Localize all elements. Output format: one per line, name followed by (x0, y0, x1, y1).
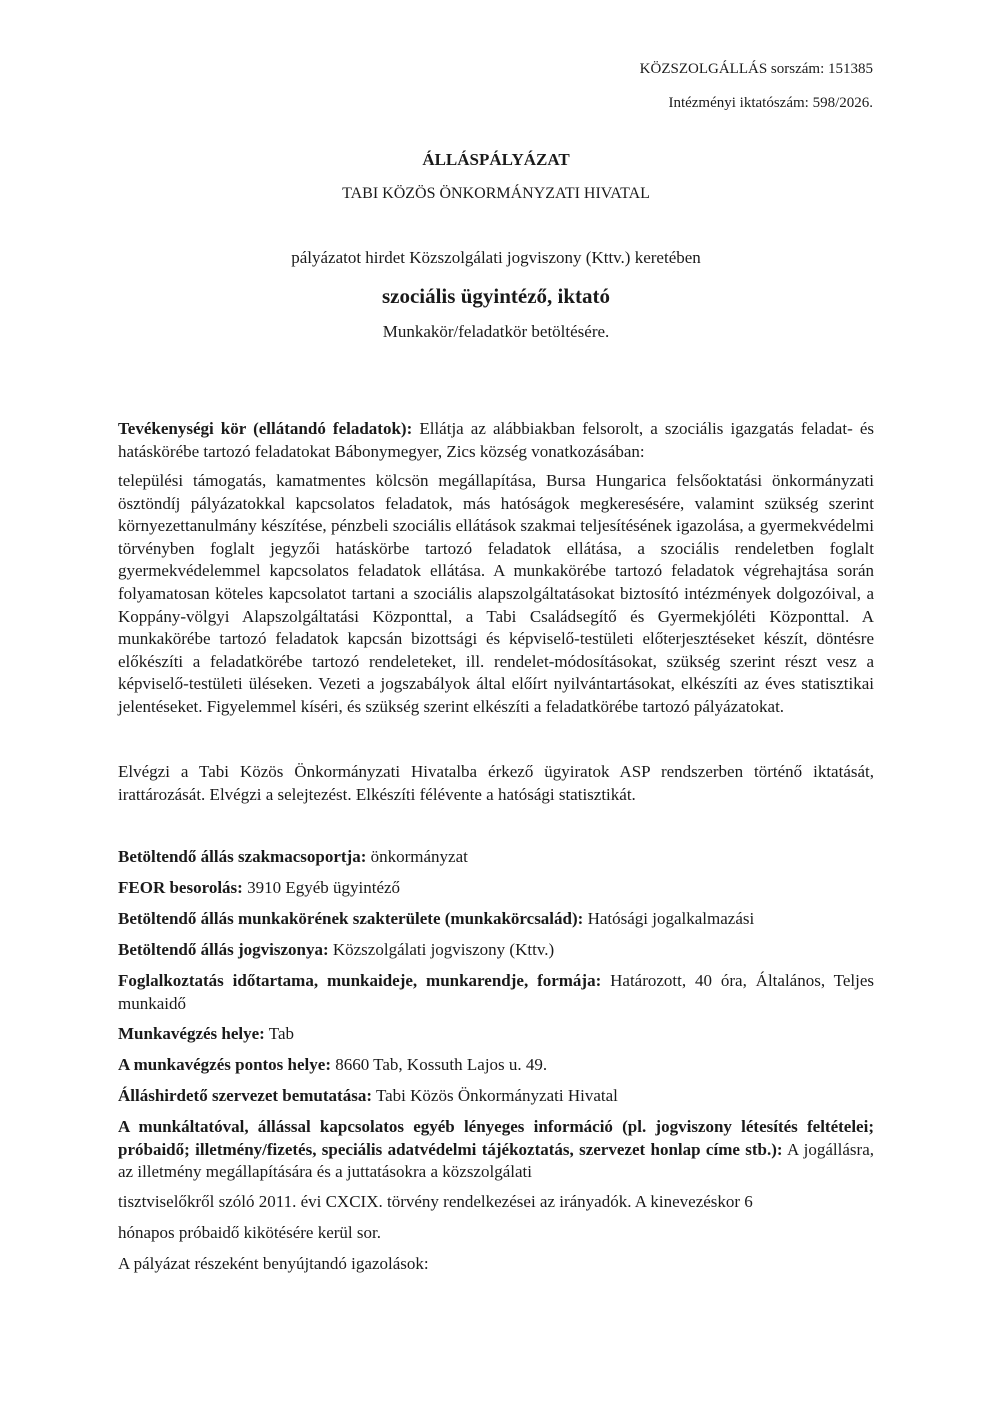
field-value: Tab (264, 1024, 295, 1043)
document-title: ÁLLÁSPÁLYÁZAT (422, 150, 570, 169)
activity-value: Ellátja az alábbiakban felsorolt, a szociális igazgatás feladat- és hatáskörébe tartozó feladatokat Bábonymegyer, Zics község vonatkozásában: (118, 419, 874, 461)
field-value: Határozott, 40 óra, Általános, Teljes munkaidő (118, 971, 874, 1013)
intro-text: pályázatot hirdet Közszolgálati jogviszony (Kttv.) keretében (291, 248, 701, 267)
outro-text: Munkakör/feladatkör betöltésére. (382, 322, 610, 341)
field-munkavegzes-helye (118, 1023, 874, 1045)
field-egyeb-informacio (118, 1116, 874, 1184)
field-value: önkormányzat (366, 847, 468, 866)
field-value: Közszolgálati jogviszony (Kttv.) (328, 940, 555, 959)
field-label: A munkavégzés pontos helye: (118, 1055, 331, 1074)
field-szakmacsoport (118, 846, 874, 868)
field-label: Betöltendő állás szakmacsoportja: (118, 847, 367, 866)
field-label: Betöltendő állás munkakörének szakterülete (munkakörcsalád): (118, 909, 584, 928)
field-value: Hatósági jogalkalmazási (583, 909, 755, 928)
field-label: FEOR besorolás: (118, 878, 243, 897)
field-value: 8660 Tab, Kossuth Lajos u. 49. (330, 1055, 548, 1074)
field-label: Foglalkoztatás időtartama, munkaideje, munkarendje, formája: (118, 971, 602, 990)
field-szervezet (118, 1085, 874, 1107)
field-pontos-helye (118, 1054, 874, 1076)
field-value: A jogállásra, az illetmény megállapítására és a juttatásokra a közszolgálati (118, 1139, 874, 1182)
field-value: Tabi Közös Önkormányzati Hivatal (372, 1086, 618, 1105)
activity-paragraph-1: települési támogatás, kamatmentes kölcsön megállapítása, Bursa Hungarica felsőoktatási önkormányzati ösztöndíj pályázatokkal kapcsolatos feladatok, más hatóságok megkeresésére, valamint szükség szerint környezettanulmány készítése, pénzbeli szociális ellátások szakmai teljesítésének igazolása, a gyermekvédelmi törvényben foglalt jegyzői hatáskörbe tartozó feladatok ellátása, a szociális rendeletben foglalt gyermekvédelemmel kapcsolatos feladatok ellátása. A munkakörébe tartozó feladatok végrehajtása során folyamatosan köteles kapcsolatot tartani a szociális alapszolgáltatásokat biztosító intézmények dolgozóival, a Koppány-völgyi Alapszolgáltatási Központtal, a Tabi Családsegítő és Gyermekjóléti Központtal. A munkakörébe tartozó feladatok kapcsán bizottsági és képviselő-testületi előterjesztéseket készít, döntésre előkészíti a feladatkörébe tartozó rendeleteket, ill. rendelet-módosításokat, szükség szerint részt vesz a képviselő-testületi üléseken. Vezeti a jogszabályok által előírt nyilvántartásokat, elkészíti az éves statisztikai jelentéseket. Figyelemmel kíséri, és szükség szerint elkészíti a feladatkörébe tartozó pályázatokat. (118, 471, 874, 716)
field-szakterulet (118, 908, 874, 930)
igazolasok-heading: A pályázat részeként benyújtandó igazolások: (118, 1254, 429, 1273)
field-egyeb-line-2: tisztviselőkről szóló 2011. évi CXCIX. törvény rendelkezései az irányadók. A kinevezéskor 6 (118, 1192, 753, 1211)
field-label: A munkáltatóval, állással kapcsolatos egyéb lényeges információ (pl. jogviszony létesítés feltételei; próbaidő; illetmény/fizetés, speciális adatvédelmi tájékoztatás, szervezet honlap címe stb.): (118, 1117, 874, 1159)
field-foglalkoztatas (118, 970, 874, 1015)
iktatoszam: Intézményi iktatószám: 598/2026. (668, 95, 873, 111)
kozszolgallas-number: KÖZSZOLGÁLLÁS sorszám: 151385 (639, 61, 873, 77)
position-title: szociális ügyintéző, iktató (381, 284, 611, 308)
field-jogviszony (118, 939, 874, 961)
organization-name: TABI KÖZÖS ÖNKORMÁNYZATI HIVATAL (342, 185, 650, 202)
field-label: Álláshirdető szervezet bemutatása: (118, 1086, 372, 1105)
field-feor (118, 877, 874, 899)
field-label: Munkavégzés helye: (118, 1024, 265, 1043)
activity-section (118, 418, 874, 463)
field-value: 3910 Egyéb ügyintéző (242, 878, 401, 897)
activity-paragraph-2: Elvégzi a Tabi Közös Önkormányzati Hivatalba érkező ügyiratok ASP rendszerben történő iktatását, irattározását. Elvégzi a selejtezést. Elkészíti félévente a hatósági statisztikát. (118, 762, 874, 804)
field-egyeb-line-3: hónapos próbaidő kikötésére kerül sor. (118, 1223, 381, 1242)
field-label: Betöltendő állás jogviszonya: (118, 940, 329, 959)
activity-label: Tevékenységi kör (ellátandó feladatok): (118, 419, 413, 438)
